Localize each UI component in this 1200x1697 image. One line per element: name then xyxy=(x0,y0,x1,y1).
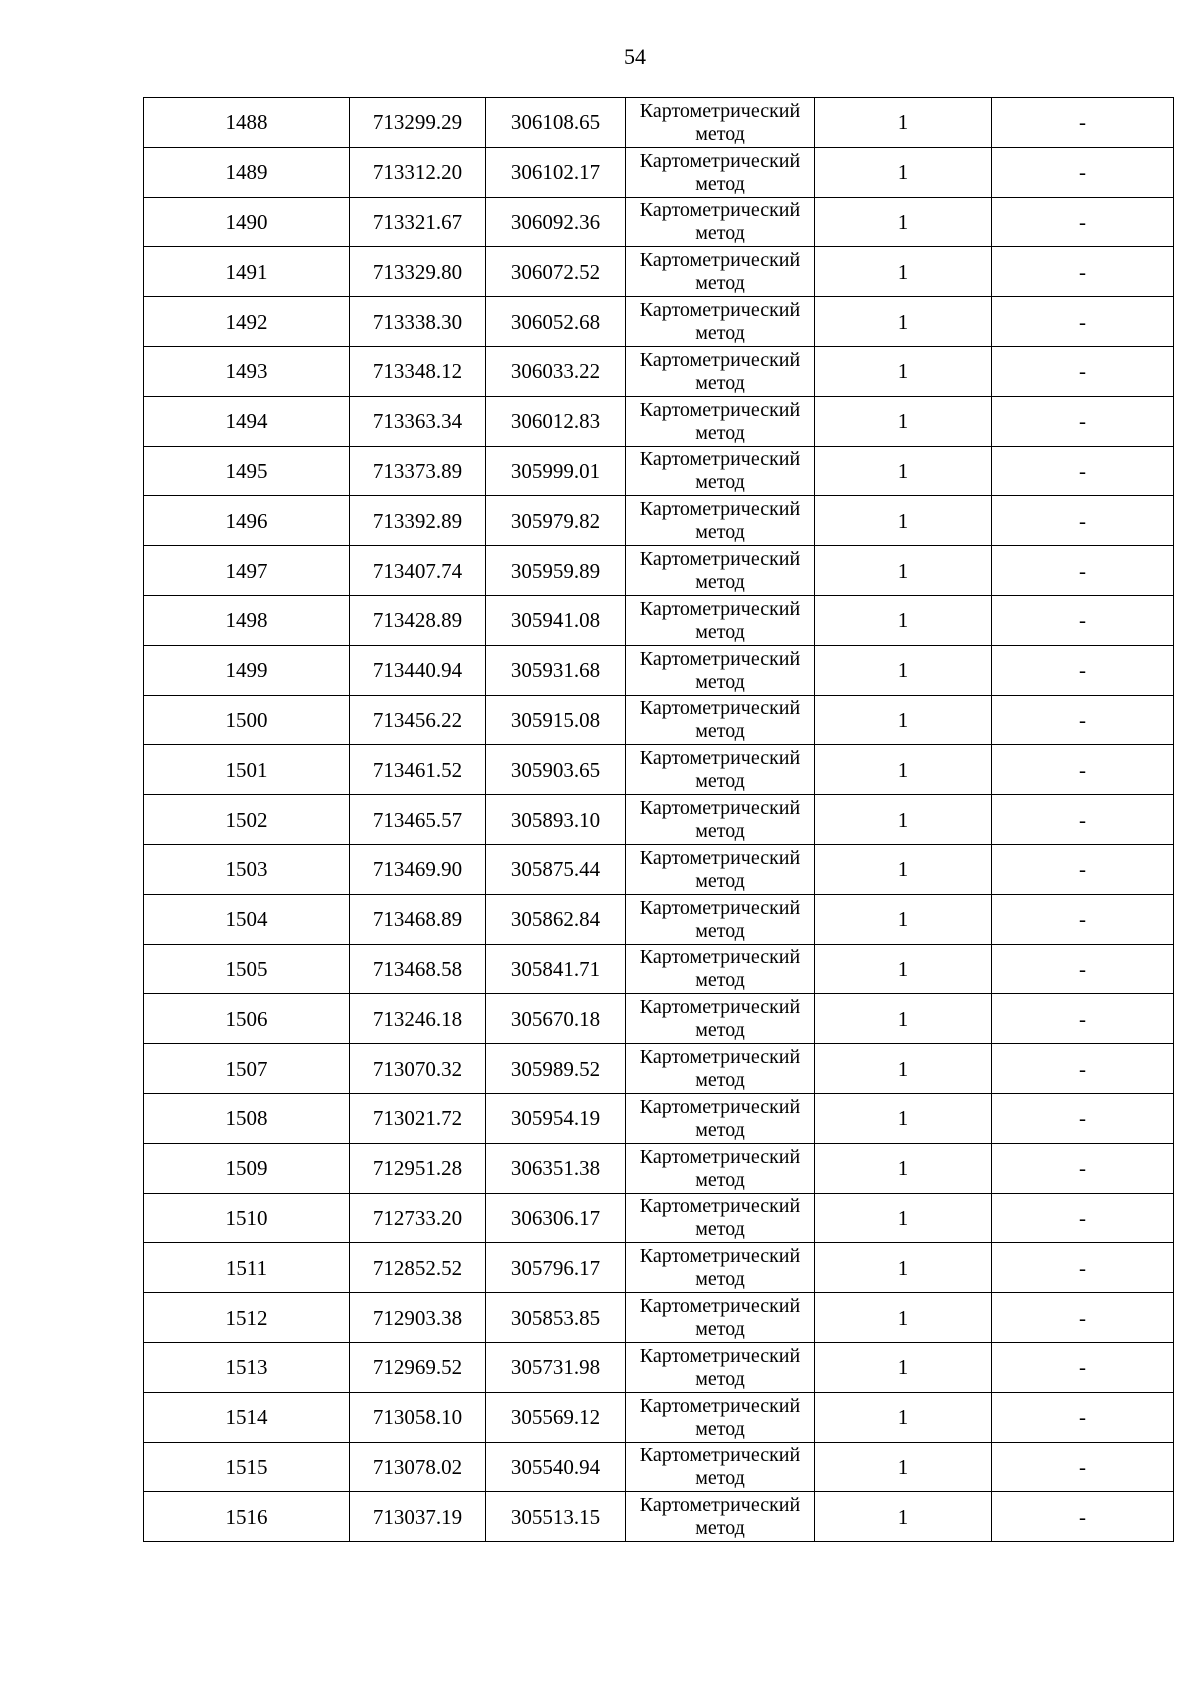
method-line-1: Картометрический xyxy=(639,846,801,869)
accuracy-cell: 1 xyxy=(815,695,992,745)
table-row xyxy=(144,1293,1174,1343)
method-cell xyxy=(626,745,815,795)
method-line-2: метод xyxy=(695,1517,745,1540)
method-line-2: метод xyxy=(695,571,745,594)
table-row xyxy=(144,844,1174,894)
method-line-1: Картометрический xyxy=(639,1295,801,1318)
method-cell xyxy=(626,396,815,446)
point-number-cell: 1509 xyxy=(144,1143,350,1193)
accuracy-cell: 1 xyxy=(815,795,992,845)
method-cell xyxy=(626,944,815,994)
y-coordinate-cell: 305941.08 xyxy=(486,595,626,645)
method-cell xyxy=(626,98,815,148)
x-coordinate-cell: 713440.94 xyxy=(350,645,486,695)
method-line-1: Картометрический xyxy=(639,249,801,272)
x-coordinate-cell: 712903.38 xyxy=(350,1293,486,1343)
accuracy-cell: 1 xyxy=(815,446,992,496)
point-number-cell: 1502 xyxy=(144,795,350,845)
note-cell: - xyxy=(992,1093,1174,1143)
accuracy-cell: 1 xyxy=(815,396,992,446)
accuracy-cell: 1 xyxy=(815,346,992,396)
method-line-1: Картометрический xyxy=(639,697,801,720)
method-cell xyxy=(626,1143,815,1193)
point-number-cell: 1493 xyxy=(144,346,350,396)
method-line-1: Картометрический xyxy=(639,647,801,670)
accuracy-cell: 1 xyxy=(815,1442,992,1492)
note-cell: - xyxy=(992,1392,1174,1442)
accuracy-cell: 1 xyxy=(815,297,992,347)
table-row xyxy=(144,346,1174,396)
point-number-cell: 1497 xyxy=(144,546,350,596)
method-line-1: Картометрический xyxy=(639,896,801,919)
table-row xyxy=(144,795,1174,845)
point-number-cell: 1508 xyxy=(144,1093,350,1143)
method-cell xyxy=(626,645,815,695)
method-line-2: метод xyxy=(695,172,745,195)
table-row xyxy=(144,745,1174,795)
x-coordinate-cell: 713468.58 xyxy=(350,944,486,994)
method-line-2: метод xyxy=(695,421,745,444)
x-coordinate-cell: 713321.67 xyxy=(350,197,486,247)
point-number-cell: 1506 xyxy=(144,994,350,1044)
method-line-2: метод xyxy=(695,770,745,793)
table-row xyxy=(144,1143,1174,1193)
x-coordinate-cell: 713246.18 xyxy=(350,994,486,1044)
note-cell: - xyxy=(992,595,1174,645)
method-line-2: метод xyxy=(695,122,745,145)
y-coordinate-cell: 306306.17 xyxy=(486,1193,626,1243)
note-cell: - xyxy=(992,396,1174,446)
x-coordinate-cell: 713428.89 xyxy=(350,595,486,645)
x-coordinate-cell: 713461.52 xyxy=(350,745,486,795)
y-coordinate-cell: 305862.84 xyxy=(486,894,626,944)
accuracy-cell: 1 xyxy=(815,1093,992,1143)
x-coordinate-cell: 712969.52 xyxy=(350,1342,486,1392)
method-line-1: Картометрический xyxy=(639,1145,801,1168)
method-cell xyxy=(626,1492,815,1542)
table-row xyxy=(144,1492,1174,1542)
method-cell xyxy=(626,1044,815,1094)
table-row xyxy=(144,695,1174,745)
y-coordinate-cell: 305569.12 xyxy=(486,1392,626,1442)
y-coordinate-cell: 306102.17 xyxy=(486,147,626,197)
method-line-2: метод xyxy=(695,969,745,992)
note-cell: - xyxy=(992,994,1174,1044)
method-cell xyxy=(626,546,815,596)
method-line-1: Картометрический xyxy=(639,1444,801,1467)
method-line-2: метод xyxy=(695,720,745,743)
method-cell xyxy=(626,346,815,396)
method-line-1: Картометрический xyxy=(639,597,801,620)
method-cell xyxy=(626,147,815,197)
point-number-cell: 1490 xyxy=(144,197,350,247)
y-coordinate-cell: 305513.15 xyxy=(486,1492,626,1542)
y-coordinate-cell: 305931.68 xyxy=(486,645,626,695)
method-line-2: метод xyxy=(695,272,745,295)
accuracy-cell: 1 xyxy=(815,745,992,795)
y-coordinate-cell: 305999.01 xyxy=(486,446,626,496)
method-cell xyxy=(626,297,815,347)
accuracy-cell: 1 xyxy=(815,546,992,596)
method-cell xyxy=(626,1243,815,1293)
note-cell: - xyxy=(992,1342,1174,1392)
y-coordinate-cell: 305989.52 xyxy=(486,1044,626,1094)
note-cell: - xyxy=(992,645,1174,695)
note-cell: - xyxy=(992,1293,1174,1343)
point-number-cell: 1503 xyxy=(144,844,350,894)
accuracy-cell: 1 xyxy=(815,844,992,894)
method-cell xyxy=(626,1293,815,1343)
note-cell: - xyxy=(992,346,1174,396)
table-row xyxy=(144,546,1174,596)
method-line-1: Картометрический xyxy=(639,149,801,172)
accuracy-cell: 1 xyxy=(815,894,992,944)
point-number-cell: 1514 xyxy=(144,1392,350,1442)
note-cell: - xyxy=(992,446,1174,496)
x-coordinate-cell: 713348.12 xyxy=(350,346,486,396)
y-coordinate-cell: 305731.98 xyxy=(486,1342,626,1392)
accuracy-cell: 1 xyxy=(815,496,992,546)
table-row xyxy=(144,496,1174,546)
y-coordinate-cell: 305954.19 xyxy=(486,1093,626,1143)
y-coordinate-cell: 305853.85 xyxy=(486,1293,626,1343)
method-line-2: метод xyxy=(695,322,745,345)
x-coordinate-cell: 713407.74 xyxy=(350,546,486,596)
y-coordinate-cell: 306033.22 xyxy=(486,346,626,396)
point-number-cell: 1492 xyxy=(144,297,350,347)
note-cell: - xyxy=(992,496,1174,546)
x-coordinate-cell: 713037.19 xyxy=(350,1492,486,1542)
table-body xyxy=(144,98,1174,1542)
method-cell xyxy=(626,695,815,745)
method-line-2: метод xyxy=(695,1019,745,1042)
note-cell: - xyxy=(992,1492,1174,1542)
point-number-cell: 1496 xyxy=(144,496,350,546)
method-line-2: метод xyxy=(695,471,745,494)
x-coordinate-cell: 713070.32 xyxy=(350,1044,486,1094)
y-coordinate-cell: 306108.65 xyxy=(486,98,626,148)
y-coordinate-cell: 305670.18 xyxy=(486,994,626,1044)
method-line-2: метод xyxy=(695,1168,745,1191)
page-number: 54 xyxy=(624,44,646,69)
method-line-1: Картометрический xyxy=(639,996,801,1019)
table-row xyxy=(144,98,1174,148)
method-line-1: Картометрический xyxy=(639,1494,801,1517)
method-line-1: Картометрический xyxy=(639,1394,801,1417)
point-number-cell: 1495 xyxy=(144,446,350,496)
y-coordinate-cell: 306351.38 xyxy=(486,1143,626,1193)
method-cell xyxy=(626,1442,815,1492)
table-row xyxy=(144,297,1174,347)
method-cell xyxy=(626,496,815,546)
method-line-2: метод xyxy=(695,1218,745,1241)
y-coordinate-cell: 306072.52 xyxy=(486,247,626,297)
method-cell xyxy=(626,795,815,845)
method-line-2: метод xyxy=(695,869,745,892)
point-number-cell: 1511 xyxy=(144,1243,350,1293)
accuracy-cell: 1 xyxy=(815,944,992,994)
table-row xyxy=(144,446,1174,496)
x-coordinate-cell: 713465.57 xyxy=(350,795,486,845)
x-coordinate-cell: 712733.20 xyxy=(350,1193,486,1243)
y-coordinate-cell: 305915.08 xyxy=(486,695,626,745)
method-line-2: метод xyxy=(695,1318,745,1341)
table-row xyxy=(144,1044,1174,1094)
note-cell: - xyxy=(992,197,1174,247)
x-coordinate-cell: 713373.89 xyxy=(350,446,486,496)
note-cell: - xyxy=(992,1193,1174,1243)
accuracy-cell: 1 xyxy=(815,1243,992,1293)
method-line-1: Картометрический xyxy=(639,747,801,770)
note-cell: - xyxy=(992,795,1174,845)
accuracy-cell: 1 xyxy=(815,147,992,197)
point-number-cell: 1500 xyxy=(144,695,350,745)
method-line-1: Картометрический xyxy=(639,348,801,371)
point-number-cell: 1505 xyxy=(144,944,350,994)
x-coordinate-cell: 713078.02 xyxy=(350,1442,486,1492)
point-number-cell: 1513 xyxy=(144,1342,350,1392)
point-number-cell: 1501 xyxy=(144,745,350,795)
note-cell: - xyxy=(992,844,1174,894)
note-cell: - xyxy=(992,1044,1174,1094)
method-cell xyxy=(626,1392,815,1442)
method-line-1: Картометрический xyxy=(639,1344,801,1367)
table-row xyxy=(144,1442,1174,1492)
point-number-cell: 1491 xyxy=(144,247,350,297)
point-number-cell: 1489 xyxy=(144,147,350,197)
table-row xyxy=(144,197,1174,247)
method-cell xyxy=(626,595,815,645)
table-row xyxy=(144,247,1174,297)
y-coordinate-cell: 305796.17 xyxy=(486,1243,626,1293)
accuracy-cell: 1 xyxy=(815,1293,992,1343)
method-line-2: метод xyxy=(695,222,745,245)
x-coordinate-cell: 713456.22 xyxy=(350,695,486,745)
accuracy-cell: 1 xyxy=(815,247,992,297)
table-row xyxy=(144,1342,1174,1392)
table-row xyxy=(144,894,1174,944)
method-line-2: метод xyxy=(695,919,745,942)
x-coordinate-cell: 713392.89 xyxy=(350,496,486,546)
point-number-cell: 1507 xyxy=(144,1044,350,1094)
note-cell: - xyxy=(992,695,1174,745)
table-row xyxy=(144,994,1174,1044)
y-coordinate-cell: 305540.94 xyxy=(486,1442,626,1492)
accuracy-cell: 1 xyxy=(815,197,992,247)
method-line-1: Картометрический xyxy=(639,199,801,222)
accuracy-cell: 1 xyxy=(815,994,992,1044)
method-cell xyxy=(626,1342,815,1392)
x-coordinate-cell: 713299.29 xyxy=(350,98,486,148)
method-line-2: метод xyxy=(695,371,745,394)
x-coordinate-cell: 713329.80 xyxy=(350,247,486,297)
method-line-2: метод xyxy=(695,820,745,843)
method-line-2: метод xyxy=(695,1367,745,1390)
accuracy-cell: 1 xyxy=(815,1193,992,1243)
point-number-cell: 1504 xyxy=(144,894,350,944)
x-coordinate-cell: 713058.10 xyxy=(350,1392,486,1442)
method-line-2: метод xyxy=(695,1118,745,1141)
table-row xyxy=(144,1193,1174,1243)
method-line-1: Картометрический xyxy=(639,1195,801,1218)
accuracy-cell: 1 xyxy=(815,1143,992,1193)
table-row xyxy=(144,1243,1174,1293)
table-row xyxy=(144,147,1174,197)
y-coordinate-cell: 305959.89 xyxy=(486,546,626,596)
method-cell xyxy=(626,1093,815,1143)
accuracy-cell: 1 xyxy=(815,1492,992,1542)
method-line-1: Картометрический xyxy=(639,797,801,820)
note-cell: - xyxy=(992,894,1174,944)
method-line-1: Картометрический xyxy=(639,548,801,571)
y-coordinate-cell: 306092.36 xyxy=(486,197,626,247)
table-row xyxy=(144,645,1174,695)
accuracy-cell: 1 xyxy=(815,1044,992,1094)
table-row xyxy=(144,595,1174,645)
y-coordinate-cell: 305979.82 xyxy=(486,496,626,546)
method-line-1: Картометрический xyxy=(639,1046,801,1069)
accuracy-cell: 1 xyxy=(815,595,992,645)
table-row xyxy=(144,396,1174,446)
x-coordinate-cell: 713469.90 xyxy=(350,844,486,894)
y-coordinate-cell: 305875.44 xyxy=(486,844,626,894)
method-line-2: метод xyxy=(695,1467,745,1490)
x-coordinate-cell: 713338.30 xyxy=(350,297,486,347)
note-cell: - xyxy=(992,944,1174,994)
point-number-cell: 1512 xyxy=(144,1293,350,1343)
point-number-cell: 1488 xyxy=(144,98,350,148)
method-line-2: метод xyxy=(695,1069,745,1092)
x-coordinate-cell: 712951.28 xyxy=(350,1143,486,1193)
method-line-1: Картометрический xyxy=(639,299,801,322)
accuracy-cell: 1 xyxy=(815,645,992,695)
method-cell xyxy=(626,1193,815,1243)
note-cell: - xyxy=(992,1243,1174,1293)
note-cell: - xyxy=(992,546,1174,596)
accuracy-cell: 1 xyxy=(815,98,992,148)
method-line-2: метод xyxy=(695,1268,745,1291)
note-cell: - xyxy=(992,1143,1174,1193)
table-row xyxy=(144,1093,1174,1143)
method-line-1: Картометрический xyxy=(639,1095,801,1118)
point-number-cell: 1498 xyxy=(144,595,350,645)
method-cell xyxy=(626,247,815,297)
method-line-2: метод xyxy=(695,1417,745,1440)
point-number-cell: 1510 xyxy=(144,1193,350,1243)
note-cell: - xyxy=(992,98,1174,148)
method-line-1: Картометрический xyxy=(639,1245,801,1268)
point-number-cell: 1515 xyxy=(144,1442,350,1492)
method-line-2: метод xyxy=(695,670,745,693)
method-line-1: Картометрический xyxy=(639,448,801,471)
point-number-cell: 1499 xyxy=(144,645,350,695)
accuracy-cell: 1 xyxy=(815,1392,992,1442)
table-row xyxy=(144,1392,1174,1442)
point-number-cell: 1516 xyxy=(144,1492,350,1542)
method-line-1: Картометрический xyxy=(639,946,801,969)
method-line-1: Картометрический xyxy=(639,398,801,421)
x-coordinate-cell: 713363.34 xyxy=(350,396,486,446)
note-cell: - xyxy=(992,297,1174,347)
method-line-1: Картометрический xyxy=(639,498,801,521)
y-coordinate-cell: 305841.71 xyxy=(486,944,626,994)
note-cell: - xyxy=(992,147,1174,197)
x-coordinate-cell: 713021.72 xyxy=(350,1093,486,1143)
y-coordinate-cell: 306012.83 xyxy=(486,396,626,446)
y-coordinate-cell: 306052.68 xyxy=(486,297,626,347)
note-cell: - xyxy=(992,247,1174,297)
x-coordinate-cell: 713468.89 xyxy=(350,894,486,944)
method-line-2: метод xyxy=(695,620,745,643)
method-cell xyxy=(626,994,815,1044)
method-cell xyxy=(626,446,815,496)
table-row xyxy=(144,944,1174,994)
y-coordinate-cell: 305903.65 xyxy=(486,745,626,795)
point-number-cell: 1494 xyxy=(144,396,350,446)
note-cell: - xyxy=(992,745,1174,795)
note-cell: - xyxy=(992,1442,1174,1492)
method-line-1: Картометрический xyxy=(639,99,801,122)
method-line-2: метод xyxy=(695,521,745,544)
x-coordinate-cell: 713312.20 xyxy=(350,147,486,197)
coordinates-table xyxy=(143,97,1174,1542)
method-cell xyxy=(626,894,815,944)
method-cell xyxy=(626,844,815,894)
x-coordinate-cell: 712852.52 xyxy=(350,1243,486,1293)
accuracy-cell: 1 xyxy=(815,1342,992,1392)
method-cell xyxy=(626,197,815,247)
y-coordinate-cell: 305893.10 xyxy=(486,795,626,845)
